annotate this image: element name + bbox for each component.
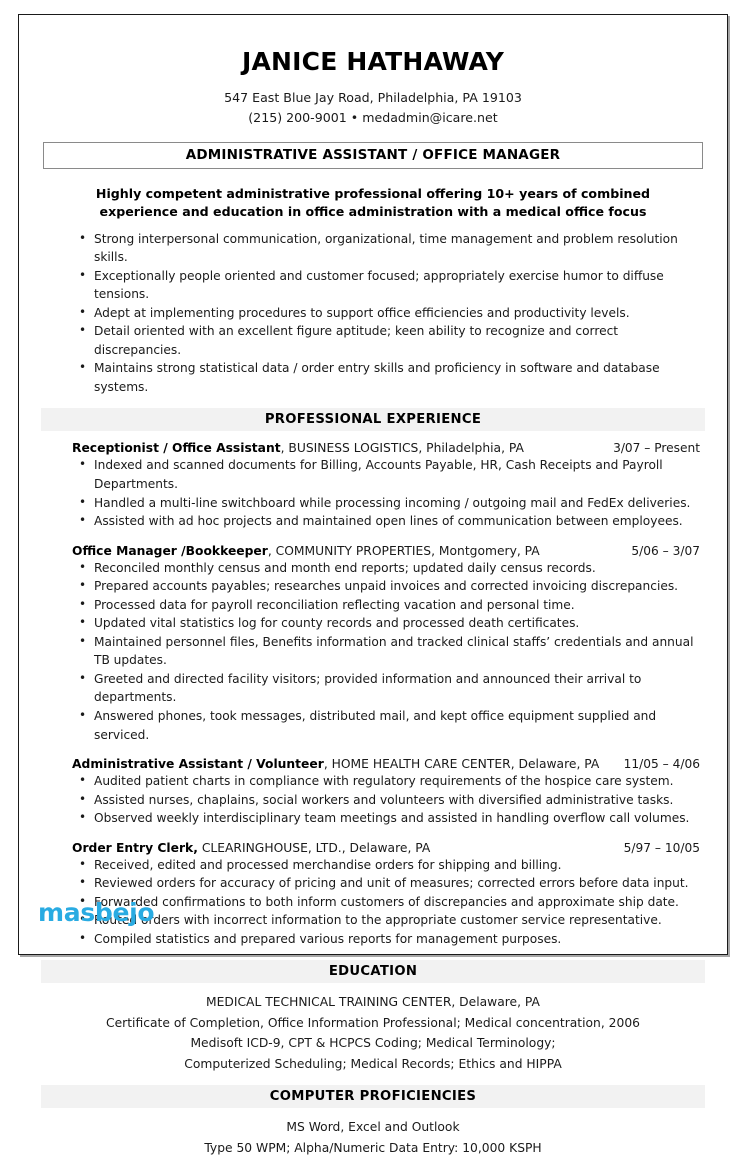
list-item: • Handled a multi-line switchboard while processing incoming / outgoing mail and FedEx deliveries. <box>41 494 705 513</box>
summary-bullet-list <box>41 230 705 397</box>
job-title: Order Entry Clerk, <box>72 840 198 855</box>
education-coursework-line-2: Computerized Scheduling; Medical Records; Ethics and HIPPA <box>184 1056 562 1071</box>
candidate-name: JANICE HATHAWAY <box>241 47 505 76</box>
job-title-line <box>72 441 613 455</box>
job-header <box>41 841 705 855</box>
masbejo-watermark: masbejo <box>38 898 155 927</box>
list-item: • Answered phones, took messages, distributed mail, and kept office equipment supplied and serviced. <box>41 707 705 744</box>
job-header <box>41 544 705 558</box>
computer-proficiencies-block <box>41 1118 705 1157</box>
list-item: • Updated vital statistics log for county records and processed death certificates. <box>41 614 705 633</box>
list-item: • Processed data for payroll reconciliation reflecting vacation and personal time. <box>41 596 705 615</box>
list-item: • Forwarded confirmations to both inform customers of discrepancies and approximate ship date. <box>41 893 705 912</box>
job-employer: , HOME HEALTH CARE CENTER, Delaware, PA <box>323 757 600 772</box>
section-header-computer-proficiencies: COMPUTER PROFICIENCIES <box>41 1085 705 1108</box>
job-entry <box>41 441 705 530</box>
section-header-education: EDUCATION <box>41 960 705 983</box>
resume-header <box>41 47 705 127</box>
job-entry <box>41 841 705 949</box>
job-title-line <box>72 544 631 558</box>
list-item: • Greeted and directed facility visitors; provided information and announced their arrival to departments. <box>41 670 705 707</box>
list-item: • Observed weekly interdisciplinary team meetings and assisted in handling overflow call volumes. <box>41 809 705 828</box>
job-bullet-list <box>41 772 705 828</box>
job-header <box>41 441 705 455</box>
resume-page <box>18 14 728 1155</box>
professional-summary: Highly competent administrative professional offering 10+ years of combined experience and education in office administration with a medical office focus <box>95 186 651 220</box>
candidate-address: 547 East Blue Jay Road, Philadelphia, PA 19103 <box>224 90 522 105</box>
list-item: • Detail oriented with an excellent figure aptitude; keen ability to recognize and correct discrepancies. <box>41 322 705 359</box>
job-dates: 5/06 – 3/07 <box>631 543 700 558</box>
list-item: • Assisted nurses, chaplains, social workers and volunteers with diversified administrative tasks. <box>41 791 705 810</box>
job-bullet-list <box>41 559 705 744</box>
list-item: • Routed orders with incorrect information to the appropriate customer service representative. <box>41 911 705 930</box>
list-item: • Adept at implementing procedures to support office efficiencies and productivity levels. <box>41 304 705 323</box>
job-employer: , COMMUNITY PROPERTIES, Montgomery, PA <box>267 543 540 558</box>
target-title-box: ADMINISTRATIVE ASSISTANT / OFFICE MANAGER <box>43 142 703 169</box>
job-entry <box>41 757 705 828</box>
list-item: • Audited patient charts in compliance with regulatory requirements of the hospice care system. <box>41 772 705 791</box>
job-entry <box>41 544 705 744</box>
education-block <box>41 993 705 1073</box>
job-dates: 3/07 – Present <box>613 441 700 456</box>
job-employer: CLEARINGHOUSE, LTD., Delaware, PA <box>197 840 431 855</box>
list-item: • Exceptionally people oriented and customer focused; appropriately exercise humor to diffuse tensions. <box>41 267 705 304</box>
job-employer: , BUSINESS LOGISTICS, Philadelphia, PA <box>280 441 524 456</box>
list-item: • Assisted with ad hoc projects and maintained open lines of communication between employees. <box>41 512 705 531</box>
computer-proficiency-line-2: Type 50 WPM; Alpha/Numeric Data Entry: 10,000 KSPH <box>204 1140 542 1155</box>
list-item: • Reviewed orders for accuracy of pricing and unit of measures; corrected errors before data input. <box>41 874 705 893</box>
job-title-line <box>72 757 624 771</box>
education-school: MEDICAL TECHNICAL TRAINING CENTER, Delaware, PA <box>206 995 540 1010</box>
job-dates: 5/97 – 10/05 <box>623 840 700 855</box>
job-title: Receptionist / Office Assistant <box>72 441 281 456</box>
education-certificate: Certificate of Completion, Office Information Professional; Medical concentration, 2006 <box>106 1015 640 1030</box>
list-item: • Compiled statistics and prepared various reports for management purposes. <box>41 930 705 949</box>
job-title: Administrative Assistant / Volunteer <box>72 757 324 772</box>
list-item: • Maintains strong statistical data / order entry skills and proficiency in software and database systems. <box>41 359 705 396</box>
list-item: • Prepared accounts payables; researches unpaid invoices and corrected invoicing discrepancies. <box>41 577 705 596</box>
list-item: • Strong interpersonal communication, organizational, time management and problem resolution skills. <box>41 230 705 267</box>
job-title-line <box>72 841 624 855</box>
education-coursework-line-1: Medisoft ICD-9, CPT & HCPCS Coding; Medical Terminology; <box>190 1036 556 1051</box>
computer-proficiency-line-1: MS Word, Excel and Outlook <box>286 1120 460 1135</box>
job-header <box>41 757 705 771</box>
list-item: • Reconciled monthly census and month end reports; updated daily census records. <box>41 559 705 578</box>
job-title: Office Manager /Bookkeeper <box>72 543 268 558</box>
job-dates: 11/05 – 4/06 <box>623 757 700 772</box>
list-item: • Received, edited and processed merchandise orders for shipping and billing. <box>41 856 705 875</box>
job-bullet-list <box>41 456 705 530</box>
list-item: • Indexed and scanned documents for Billing, Accounts Payable, HR, Cash Receipts and Payroll Departments. <box>41 456 705 493</box>
list-item: • Maintained personnel files, Benefits information and tracked clinical staffs’ credentials and annual TB updates. <box>41 633 705 670</box>
section-header-experience: PROFESSIONAL EXPERIENCE <box>41 408 705 431</box>
candidate-contact: (215) 200-9001 • medadmin@icare.net <box>248 109 498 125</box>
